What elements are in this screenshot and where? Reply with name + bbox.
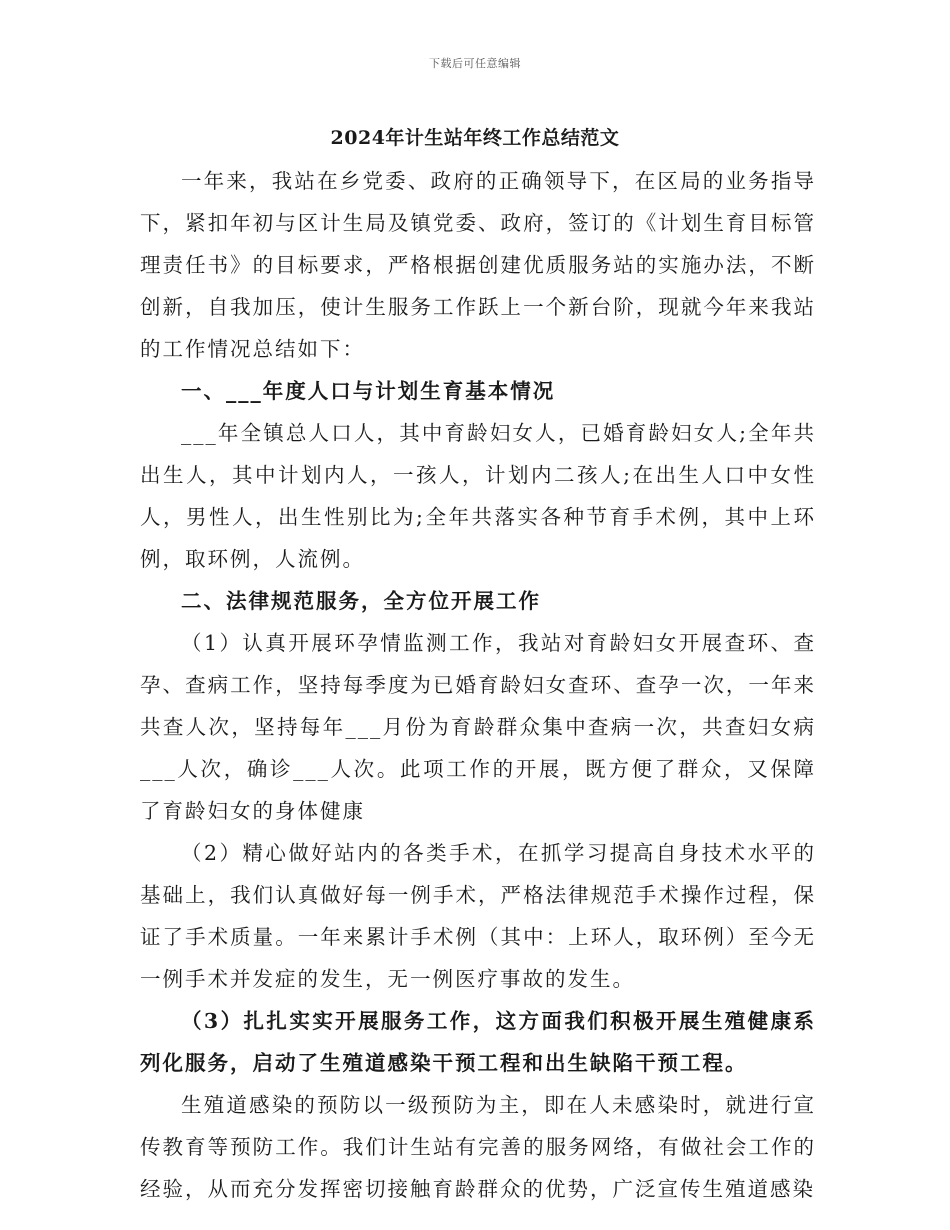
section-heading-2: 二、法律规范服务，全方位开展工作 (181, 589, 541, 613)
infection-prevention-paragraph: 生殖道感染的预防以一级预防为主，即在人未感染时，就进行宣传教育等预防工作。我们计生站有完善的服务网络，有做社会工作的经验，从而充分发挥密切接触育龄群众的优势，广泛宣传生殖道感染 (140, 1093, 816, 1201)
document-body (140, 160, 816, 1210)
service-paragraph: （3）扎扎实实开展服务工作，这方面我们积极开展生殖健康系列化服务，启动了生殖道感染干预工程和出生缺陷干预工程。 (140, 1009, 816, 1075)
section-heading-1: 一、___年度人口与计划生育基本情况 (181, 379, 556, 403)
surgery-paragraph: （2）精心做好站内的各类手术，在抓学习提高自身技术水平的基础上，我们认真做好每一例手术，严格法律规范手术操作过程，保证了手术质量。一年来累计手术例（其中：上环人，取环例）至今无一例手术并发症的发生，无一例医疗事故的发生。 (140, 841, 816, 991)
basic-stats-paragraph: ___年全镇总人口人，其中育龄妇女人，已婚育龄妇女人;全年共出生人，其中计划内人，一孩人，计划内二孩人;在出生人口中女性人，男性人，出生性别比为;全年共落实各种节育手术例，其中上环例，取环例，人流例。 (140, 421, 816, 571)
monitoring-paragraph: （1）认真开展环孕情监测工作，我站对育龄妇女开展查环、查孕、查病工作，坚持每季度为已婚育龄妇女查环、查孕一次，一年来共查人次，坚持每年___月份为育龄群众集中查病一次，共查妇女病___人次，确诊___人次。此项工作的开展，既方便了群众，又保障了育龄妇女的身体健康 (140, 631, 816, 823)
header-note: 下载后可任意编辑 (429, 57, 521, 70)
document-title: 2024年计生站年终工作总结范文 (330, 127, 620, 149)
intro-paragraph: 一年来，我站在乡党委、政府的正确领导下，在区局的业务指导下，紧扣年初与区计生局及镇党委、政府，签订的《计划生育目标管理责任书》的目标要求，严格根据创建优质服务站的实施办法，不断创新，自我加压，使计生服务工作跃上一个新台阶，现就今年来我站的工作情况总结如下： (140, 169, 816, 361)
